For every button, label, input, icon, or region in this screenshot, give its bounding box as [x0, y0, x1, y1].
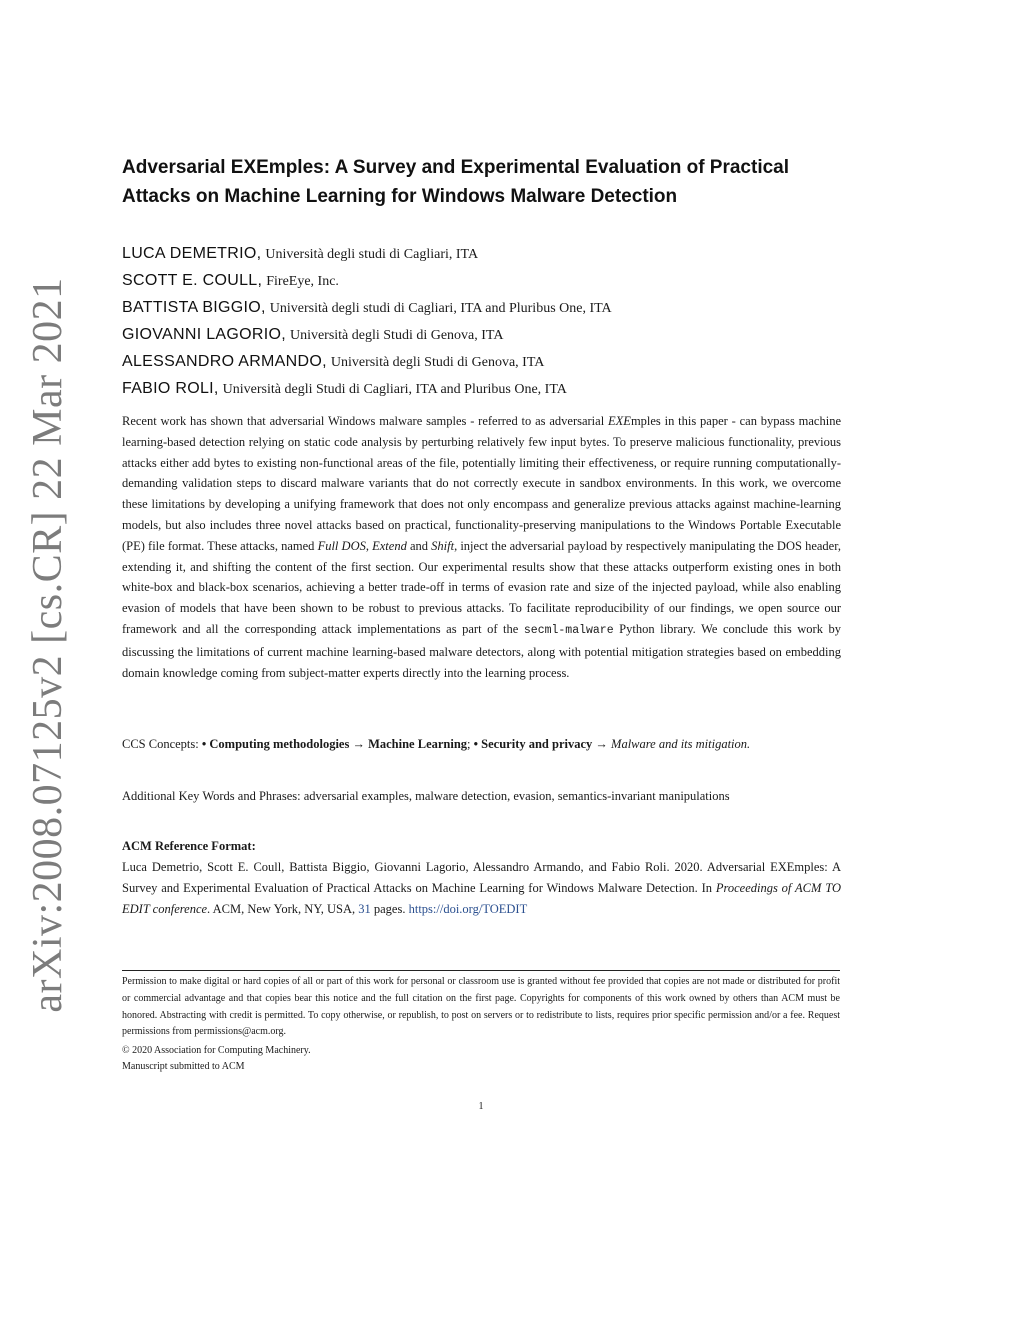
title-line-1: Adversarial EXEmples: A Survey and Experimental Evaluation of Practical — [122, 157, 790, 178]
author-entry — [122, 267, 842, 294]
ccs-concepts — [122, 734, 842, 754]
acm-reference-text: Luca Demetrio, Scott E. Coull, Battista Biggio, Giovanni Lagorio, Alessandro Armando, and Fabio Roli. 2020. Adversarial EXEmples: A Survey and Experimental Evaluation of Practical Attacks on Machine Learning for Windows Malware Detection. In — [122, 860, 841, 895]
library-name: secml-malware — [523, 623, 614, 637]
author-name: FABIO ROLI, — [122, 380, 219, 397]
acm-reference-text: . ACM, New York, NY, USA, — [207, 901, 359, 916]
ccs-bullet: • — [473, 737, 482, 751]
manuscript-notice: Manuscript submitted to ACM — [122, 1061, 245, 1072]
author-affiliation: FireEye, Inc. — [266, 274, 339, 289]
author-affiliation: Università degli studi di Cagliari, ITA — [265, 247, 479, 262]
ccs-arrow: → — [592, 737, 612, 751]
abstract-text: , inject the adversarial payload by respectively manipulating the DOS header, extending it, and shifting the content of the first section. Our experimental results show that these attacks outperform existing ones in both white-box and black-box scenarios, achieving a better trade-off in terms of evasion rate and size of the injected payload, while also enabling evasion of models that have been shown to be robust to previous attacks. To facilitate reproducibility of our findings, we open source our framework and all the corresponding attack implementations as part of the — [122, 538, 841, 636]
page-number: 1 — [478, 1101, 484, 1112]
author-entry — [122, 321, 842, 348]
page-count-link[interactable]: 31 — [358, 901, 371, 916]
ccs-bullet: • — [201, 737, 210, 751]
arxiv-identifier-stamp: arXiv:2008.07125v2 [cs.CR] 22 Mar 2021 — [25, 277, 71, 1013]
author-entry — [122, 375, 842, 402]
author-name: LUCA DEMETRIO, — [122, 245, 262, 262]
author-name: ALESSANDRO ARMANDO, — [122, 353, 327, 370]
author-entry — [122, 294, 842, 321]
attack-name-extend: Extend — [372, 538, 407, 553]
author-entry — [122, 240, 842, 267]
title-line-2: Attacks on Machine Learning for Windows Malware Detection — [122, 186, 678, 207]
doi-link[interactable]: https://doi.org/TOEDIT — [408, 901, 528, 916]
author-entry — [122, 348, 842, 375]
ccs-concept-security: Security and privacy — [481, 737, 593, 751]
footnote-divider — [122, 970, 840, 971]
paper-title — [122, 153, 842, 211]
ccs-concept-computing: Computing methodologies → Machine Learning — [209, 737, 468, 751]
author-name: GIOVANNI LAGORIO, — [122, 326, 286, 343]
attack-name-shift: Shift — [431, 538, 455, 553]
ccs-separator: ; — [467, 737, 474, 751]
acm-proceedings: Proceedings of ACM TO EDIT conference — [122, 880, 841, 916]
abstract-text: , — [365, 538, 373, 553]
abstract-text: mples in this paper - can bypass machine learning-based detection relying on static code analysis by perturbing relatively few input bytes. To preserve malicious functionality, previous attacks either add bytes to existing non-functional areas of the file, potentially limiting their effectiveness, or require running computationally-demanding validation steps to discard malware variants that do not correctly execute in sandbox environments. In this work, we overcome these limitations by developing a unifying framework that does not only encompass and generalize previous attacks against machine-learning models, but also includes three novel attacks based on practical, functionality-preserving manipulations to the Windows Portable Executable (PE) file format. These attacks, named — [122, 414, 842, 553]
acm-reference-text: pages. — [370, 901, 409, 916]
author-name: SCOTT E. COULL, — [122, 272, 263, 289]
acm-reference-heading: ACM Reference Format: — [122, 839, 256, 853]
author-affiliation: Università degli Studi di Genova, ITA — [289, 328, 504, 343]
author-affiliation: Università degli Studi di Genova, ITA — [330, 355, 545, 370]
ccs-concept-malware: Malware and its mitigation. — [611, 737, 751, 751]
author-name: BATTISTA BIGGIO, — [122, 299, 266, 316]
keywords: Additional Key Words and Phrases: adversarial examples, malware detection, evasion, semantics-invariant manipulations — [122, 789, 730, 803]
abstract-text: and — [406, 538, 432, 553]
author-affiliation: Università degli studi di Cagliari, ITA and Pluribus One, ITA — [269, 301, 612, 316]
abstract-text: Python library. We conclude this work by discussing the limitations of current machine learning-based malware detectors, along with potential mitigation strategies based on embedding domain knowledge coming from subject-matter experts directly into the learning process. — [122, 621, 841, 680]
abstract-text: Recent work has shown that adversarial Windows malware samples - referred to as adversarial — [122, 414, 609, 428]
permission-notice: Permission to make digital or hard copies of all or part of this work for personal or classroom use is granted without fee provided that copies are not made or distributed for profit or commercial advantage and that copies bear this notice and the full citation on the first page. Copyrights for components of this work owned by others than ACM must be honored. Abstracting with credit is permitted. To copy otherwise, or republish, to post on servers or to redistribute to lists, requires prior specific permission and/or a fee. Request permissions from permissions@acm.org. — [122, 976, 840, 1038]
ccs-label: CCS Concepts: — [122, 737, 202, 751]
abstract — [122, 411, 841, 683]
copyright-notice: © 2020 Association for Computing Machinery. — [122, 1045, 311, 1056]
acm-reference — [122, 857, 841, 919]
attack-name-full-dos: Full DOS — [317, 538, 366, 553]
author-list — [122, 240, 842, 402]
abstract-exe-term: EXE — [608, 414, 631, 428]
author-affiliation: Università degli Studi di Cagliari, ITA and Pluribus One, ITA — [222, 382, 567, 397]
